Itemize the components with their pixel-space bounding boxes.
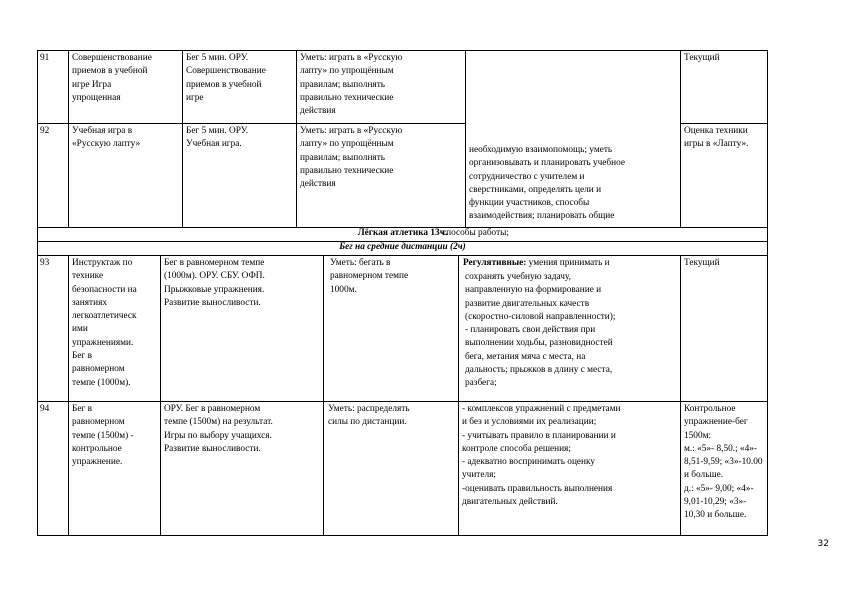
table-border-left: [37, 50, 38, 535]
table-border-bottom: [37, 535, 768, 536]
table-border-top: [37, 50, 768, 51]
regulatory-first-text: умения принимать и: [526, 258, 610, 268]
row-93-control: Текущий: [684, 258, 720, 268]
col-divider-uud-lower: [680, 255, 681, 535]
row-94-uud-results: - комплексов упражнений с предметами и без и условиями их реализации; - учитывать правило в планировании и контроле способа решения; - адекватно воспринимать оценку учителя; -оценивать правильность выполнения двигательных действий.: [462, 404, 621, 508]
row-91-number: 91: [40, 53, 50, 63]
col-divider-subject-lower: [458, 255, 459, 535]
row-divider-section2: [37, 255, 768, 256]
section-title-athletics: Лёгкая атлетика 13ч.: [357, 228, 448, 238]
col-divider-uud: [680, 50, 681, 227]
row-94-topic: Бег в равномерном темпе (1500м) - контрольное упражнение.: [72, 404, 134, 468]
col-divider-topic-lower: [160, 255, 161, 535]
row-93-content: Бег в равномерном темпе (1000м). ОРУ. СБУ. ОФП. Прыжковые упражнения. Развитие выносливости.: [164, 258, 265, 308]
row-divider-93-94: [37, 401, 768, 402]
row-92-control: Оценка техники игры в «Лапту».: [684, 126, 749, 150]
row-93-subject-results: Уметь: бегать в равномерном темпе 1000м.: [330, 258, 409, 295]
table-border-right: [767, 50, 768, 535]
col-divider-content-lower: [323, 255, 324, 535]
col-divider-topic: [182, 50, 183, 227]
row-91-subject-results: Уметь: играть в «Русскую лапту» по упрощённым правилам; выполнять правильно технические действия: [300, 53, 403, 117]
row-92-content: Бег 5 мин. ОРУ. Учебная игра.: [186, 126, 249, 150]
row-94-control: Контрольное упражнение-бег 1500м: м.: «5»- 8,50.; «4»- 8,51-9,59; «3»-10.00 и больше. д.: «5»- 9,00; «4»- 9,01-10,29; «3»- 10,30 и больше.: [684, 404, 763, 521]
row-94-content: ОРУ. Бег в равномерном темпе (1500м) на результат. Игры по выбору учащихся. Развитие выносливости.: [164, 404, 273, 454]
row-93-uud-results: сохранять учебную задачу, направленную на формирование и развитие двигательных качеств (скоростно-силовой направленности); - планировать свои действия при выполнении ходьбы, разновидностей бега, метания мяча с места, на дальность; прыжков в длину с места, разбега;: [465, 272, 616, 389]
row-divider-91-92: [37, 123, 465, 124]
row-92-topic: Учебная игра в «Русскую лапту»: [72, 126, 141, 150]
row-93-number: 93: [40, 258, 50, 268]
row-91-control: Текущий: [684, 53, 720, 63]
col-divider-subject: [465, 50, 466, 227]
row-91-topic: Совершенствование приемов в учебной игре Игра упрощенная: [72, 53, 152, 103]
col-divider-num: [68, 50, 69, 227]
col-divider-content: [296, 50, 297, 227]
row-93-uud-first-line: [463, 257, 610, 270]
row-93-topic: Инструктаж по технике безопасности на занятиях легкоатлетическ ими упражнениями. Бег в равномерном темпе (1000м).: [72, 258, 137, 388]
regulatory-label: Регулятивные:: [463, 258, 527, 268]
rows-91-92-uud-results-tail: способы работы;: [442, 228, 509, 238]
row-92-subject-results: Уметь: играть в «Русскую лапту» по упрощённым правилам; выполнять правильно технические действия: [300, 126, 403, 190]
row-91-content: Бег 5 мин. ОРУ. Совершенствование приемов в учебной игре: [186, 53, 266, 103]
row-92-number: 92: [40, 126, 50, 136]
page-number: 32: [817, 539, 829, 549]
row-94-number: 94: [40, 404, 50, 414]
col-divider-num-lower: [68, 255, 69, 535]
row-94-subject-results: Уметь: распределять силы по дистанции.: [328, 404, 410, 428]
row-divider-91-92-control: [680, 123, 768, 124]
section-title-middle-distance: Бег на средние дистанции (2ч): [339, 242, 466, 252]
rows-91-92-uud-results: необходимую взаимопомощь; уметь организовывать и планировать учебное сотрудничество с учителем и сверстниками, определять цели и функции участников, способы взаимодействия; планировать общие: [469, 145, 625, 222]
